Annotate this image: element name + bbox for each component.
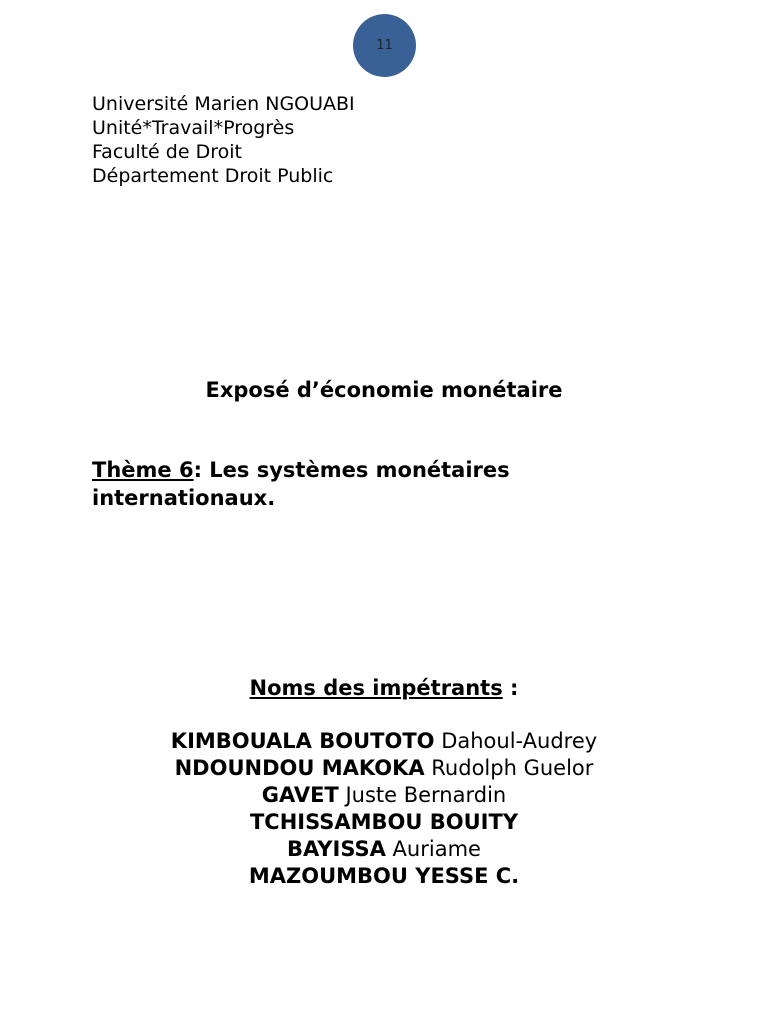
theme-label: Thème 6 xyxy=(92,458,194,482)
page-number: 11 xyxy=(376,38,393,53)
page-number-badge xyxy=(353,14,416,77)
list-item xyxy=(0,836,768,863)
document-title: Exposé d’économie monétaire xyxy=(205,378,563,402)
participant-surname: BAYISSA xyxy=(287,837,386,861)
participant-given-name: Auriame xyxy=(385,837,481,861)
list-item xyxy=(0,809,768,836)
participant-surname: MAZOUMBOU YESSE C. xyxy=(248,864,520,888)
theme-statement xyxy=(92,456,652,512)
list-item xyxy=(0,782,768,809)
participants-heading xyxy=(0,674,768,702)
participant-given-name: Rudolph Guelor xyxy=(424,756,594,780)
theme-text: Les systèmes monétaires internationaux. xyxy=(92,458,510,510)
university-name: Université Marien NGOUABI xyxy=(92,93,355,115)
list-item xyxy=(0,728,768,755)
participant-given-name: Juste Bernardin xyxy=(338,783,507,807)
institution-header xyxy=(92,92,355,188)
participant-surname: NDOUNDOU MAKOKA xyxy=(174,756,425,780)
participants-list xyxy=(0,728,768,890)
participant-surname: TCHISSAMBOU BOUITY xyxy=(249,810,519,834)
participant-given-name: Dahoul-Audrey xyxy=(434,729,598,753)
faculty-name: Faculté de Droit xyxy=(92,141,242,163)
university-motto: Unité*Travail*Progrès xyxy=(92,117,295,139)
participants-heading-label: Noms des impétrants xyxy=(249,676,503,700)
participant-surname: KIMBOUALA BOUTOTO xyxy=(170,729,435,753)
theme-separator: : xyxy=(193,458,210,482)
participant-surname: GAVET xyxy=(261,783,339,807)
list-item xyxy=(0,755,768,782)
participants-heading-suffix: : xyxy=(502,676,519,700)
department-name: Département Droit Public xyxy=(92,165,334,187)
list-item xyxy=(0,863,768,890)
